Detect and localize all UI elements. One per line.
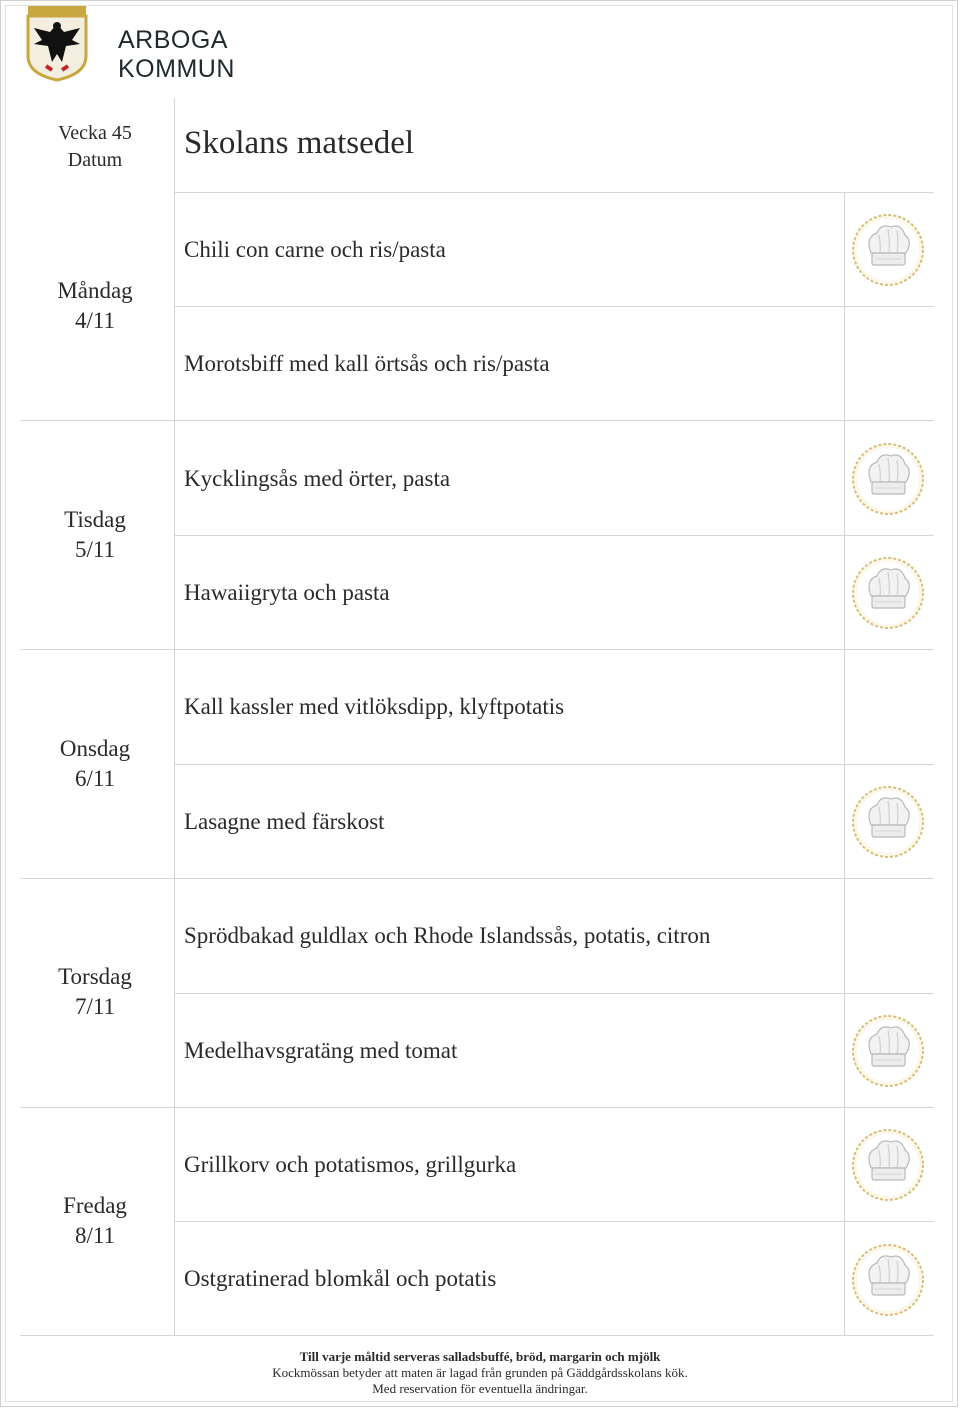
org-name: ARBOGA KOMMUN [118, 26, 235, 83]
meal-monday-2: Morotsbiff med kall örtsås och ris/pasta [184, 351, 550, 376]
coat-of-arms-icon [26, 4, 88, 82]
day-friday: Fredag 8/11 [63, 1193, 127, 1248]
chef-hat-icon [851, 213, 925, 287]
meal-thursday-1: Sprödbakad guldlax och Rhode Islandssås, potatis, citron [184, 923, 711, 948]
chef-hat-icon [851, 556, 925, 630]
meal-monday-1: Chili con carne och ris/pasta [184, 237, 446, 262]
footer-line-2: Kockmössan betyder att maten är lagad från grunden på Gäddgårdsskolans kök. [272, 1365, 688, 1380]
footer-line-3: Med reservation för eventuella ändringar. [372, 1381, 588, 1396]
day-wednesday: Onsdag 6/11 [59, 736, 131, 791]
day-monday: Måndag 4/11 [57, 278, 133, 333]
page-title: Skolans matsedel [184, 125, 415, 161]
chef-hat-icon [851, 442, 925, 516]
day-tuesday: Tisdag 5/11 [64, 507, 126, 562]
meal-tuesday-1: Kycklingsås med örter, pasta [184, 466, 451, 491]
date-label: Datum [67, 149, 123, 171]
chef-hat-icon [851, 1014, 925, 1088]
meal-friday-2: Ostgratinerad blomkål och potatis [184, 1266, 497, 1291]
footer-notes [0, 1349, 960, 1397]
week-label: Vecka 45 [58, 122, 132, 144]
chef-hat-icon [851, 785, 925, 859]
day-thursday: Torsdag 7/11 [58, 964, 132, 1019]
arboga-logo [26, 4, 316, 82]
meal-tuesday-2: Hawaiigryta och pasta [184, 580, 390, 605]
meal-thursday-2: Medelhavsgratäng med tomat [184, 1038, 458, 1063]
chef-hat-icon [851, 1128, 925, 1202]
week-header [30, 120, 160, 174]
meal-wednesday-1: Kall kassler med vitlöksdipp, klyftpotatis [184, 694, 565, 719]
footer-line-1: Till varje måltid serveras salladsbuffé, bröd, margarin och mjölk [299, 1349, 661, 1364]
chef-hat-icon [851, 1243, 925, 1317]
meal-friday-1: Grillkorv och potatismos, grillgurka [184, 1152, 517, 1177]
meal-wednesday-2: Lasagne med färskost [184, 809, 385, 834]
